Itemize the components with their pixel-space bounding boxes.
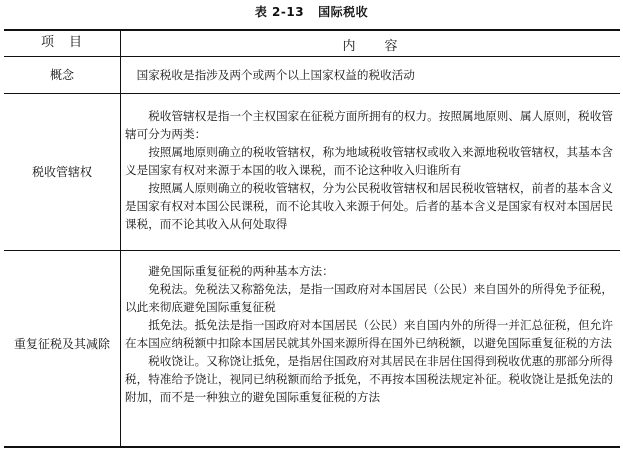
column-header-content: 内 容 xyxy=(342,39,399,54)
content-paragraph: 按照属人原则确立的税收管辖权，分为公民税收管辖权和居民税收管辖权，前者的基本含义是国家有权对本国公民课税，而不论其收入来源于何处。后者的基本含义是国家有权对本国居民课税，而不论其收入从何处取得 xyxy=(125,181,613,231)
content-paragraph: 税收饶让。又称饶让抵免，是指居住国政府对其居民在非居住国得到税收优惠的那部分所得税，特准给予饶让，视同已纳税额而给予抵免，不再按本国税法规定补征。税收饶让是抵免法的附加，而不是一种独立的避免国际重复征税的方法 xyxy=(125,354,613,404)
column-divider xyxy=(120,30,121,448)
row-rule-2 xyxy=(4,250,620,251)
row-double-taxation-content xyxy=(125,262,613,406)
bottom-rule xyxy=(4,446,620,448)
row-jurisdiction-label: 税收管辖权 xyxy=(31,165,92,179)
row-concept-label: 概念 xyxy=(49,68,74,82)
content-paragraph: 国家税收是指涉及两个或两个以上国家权益的税收活动 xyxy=(136,68,415,82)
table-name: 国际税收 xyxy=(318,5,369,19)
row-rule-1 xyxy=(4,93,620,94)
table-number: 表 2-13 xyxy=(254,5,305,19)
row-concept-content xyxy=(125,66,613,84)
content-paragraph: 避免国际重复征税的两种基本方法： xyxy=(148,264,334,278)
content-paragraph: 免税法。免税法又称豁免法，是指一国政府对本国居民（公民）来自国外的所得免予征税，以此来彻底避免国际重复征税 xyxy=(125,282,613,314)
content-paragraph: 税收管辖权是指一个主权国家在征税方面所拥有的权力。按照属地原则、属人原则，税收管辖可分为两类： xyxy=(125,109,613,141)
content-paragraph: 按照属地原则确立的税收管辖权，称为地域税收管辖权或收入来源地税收管辖权，其基本含义是国家有权对来源于本国的收入课税，而不论这种收入归谁所有 xyxy=(125,145,613,177)
row-double-taxation-label: 重复征税及其减除 xyxy=(13,337,110,351)
content-paragraph: 抵免法。抵免法是指一国政府对本国居民（公民）来自国内外的所得一并汇总征税，但允许在本国应纳税额中扣除本国居民就其外国来源所得在国外已纳税额，以避免国际重复征税的方法 xyxy=(125,318,613,350)
column-header-item: 项 目 xyxy=(40,35,83,50)
table-title xyxy=(0,3,623,20)
top-rule xyxy=(4,29,620,31)
row-jurisdiction-content xyxy=(125,107,613,233)
header-rule xyxy=(4,56,620,57)
